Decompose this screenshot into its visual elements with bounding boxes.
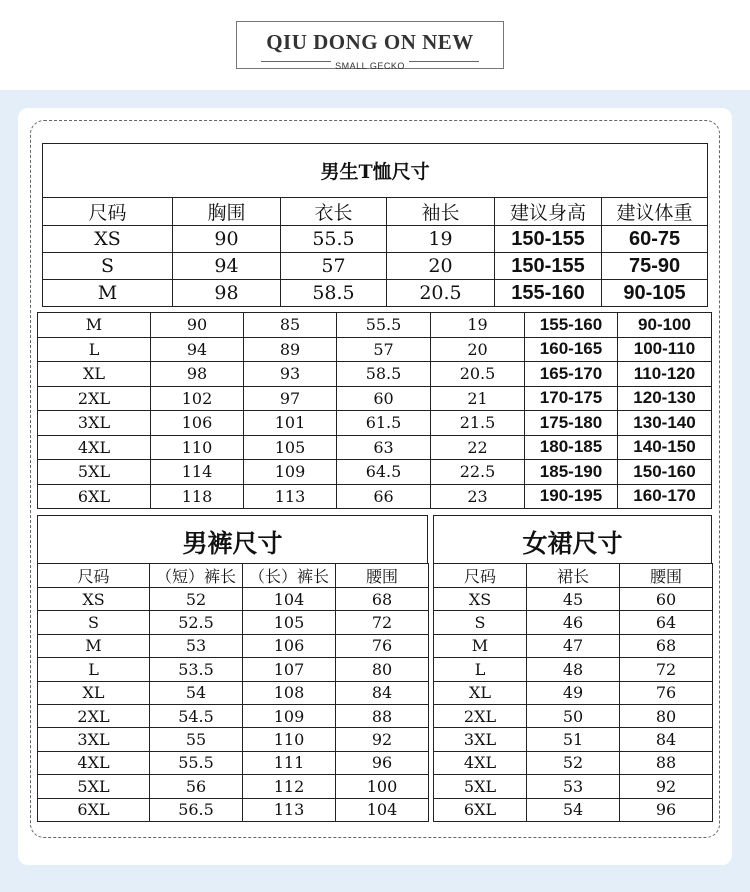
table-cell: 56.5 (150, 798, 243, 821)
table-cell: 155-160 (495, 280, 602, 307)
table-cell: 72 (620, 658, 713, 681)
skirt-title: 女裙尺寸 (522, 529, 623, 558)
table-cell: 49 (527, 681, 620, 704)
table-cell: M (43, 280, 173, 307)
table-cell: 66 (337, 484, 431, 509)
table-cell: 101 (244, 411, 337, 436)
table-cell: 47 (527, 634, 620, 657)
table-cell: 160-165 (525, 337, 618, 362)
table-cell: 51 (527, 728, 620, 751)
table-cell: 76 (336, 634, 429, 657)
tshirt-title: 男生T恤尺寸 (43, 144, 708, 198)
table-cell: 5XL (38, 460, 151, 485)
header-cell: 衣长 (281, 198, 387, 226)
table-cell: 6XL (38, 484, 151, 509)
table-cell: 46 (527, 611, 620, 634)
table-cell: 89 (244, 337, 337, 362)
table-cell: 120-130 (618, 386, 712, 411)
table-row (434, 658, 713, 681)
table-row (434, 798, 713, 821)
table-cell: XL (38, 362, 151, 387)
pants-title: 男裤尺寸 (182, 529, 283, 558)
table-cell: 90 (173, 226, 281, 253)
table-cell: 58.5 (281, 280, 387, 307)
table-row (38, 362, 712, 387)
tshirt-size-table-top (42, 143, 708, 307)
table-row (434, 588, 713, 611)
table-cell: 110 (151, 435, 244, 460)
table-cell: 53 (150, 634, 243, 657)
table-cell: 19 (387, 226, 495, 253)
header-cell: 建议体重 (602, 198, 708, 226)
table-cell: 55 (150, 728, 243, 751)
table-cell: 105 (243, 611, 336, 634)
table-cell: 88 (336, 704, 429, 727)
pants-size-table (37, 563, 429, 822)
table-cell: L (38, 337, 151, 362)
table-cell: 68 (620, 634, 713, 657)
table-cell: 尺码 (38, 564, 150, 588)
table-row (434, 681, 713, 704)
table-cell: 90 (151, 313, 244, 338)
table-cell: 5XL (38, 775, 150, 798)
table-cell: 114 (151, 460, 244, 485)
table-cell: 19 (431, 313, 525, 338)
table-row (38, 634, 429, 657)
table-cell: 21.5 (431, 411, 525, 436)
table-row (38, 611, 429, 634)
table-cell: 93 (244, 362, 337, 387)
table-cell: 3XL (434, 728, 527, 751)
table-cell: （长）裤长 (243, 564, 336, 588)
table-cell: 84 (336, 681, 429, 704)
table-row (43, 226, 708, 253)
header-cell: 尺码 (43, 198, 173, 226)
table-cell: 55.5 (150, 751, 243, 774)
table-cell: 裙长 (527, 564, 620, 588)
table-cell: 111 (243, 751, 336, 774)
brand-title: QIU DONG ON NEW (266, 30, 474, 54)
brand-subtitle-row (237, 54, 503, 71)
table-cell: 84 (620, 728, 713, 751)
table-cell: 104 (336, 798, 429, 821)
header-cell: 胸围 (173, 198, 281, 226)
table-row (38, 751, 429, 774)
table-cell: 22.5 (431, 460, 525, 485)
table-cell: 105 (244, 435, 337, 460)
table-cell: 60 (337, 386, 431, 411)
table-cell: 150-155 (495, 253, 602, 280)
table-cell: 56 (150, 775, 243, 798)
table-cell: 98 (151, 362, 244, 387)
table-cell: 48 (527, 658, 620, 681)
table-cell: 57 (337, 337, 431, 362)
table-cell: 94 (173, 253, 281, 280)
table-row (434, 704, 713, 727)
tshirt-size-table-bottom (37, 312, 712, 509)
table-row (38, 588, 429, 611)
table-cell: 180-185 (525, 435, 618, 460)
table-cell: 腰围 (620, 564, 713, 588)
table-cell: 53.5 (150, 658, 243, 681)
table-cell: 2XL (38, 704, 150, 727)
table-cell: 165-170 (525, 362, 618, 387)
table-cell: 96 (336, 751, 429, 774)
table-cell: 106 (151, 411, 244, 436)
table-cell: L (434, 658, 527, 681)
table-cell: 96 (620, 798, 713, 821)
table-cell: 20.5 (387, 280, 495, 307)
table-cell: 175-180 (525, 411, 618, 436)
table-row (434, 611, 713, 634)
table-cell: 52 (527, 751, 620, 774)
table-cell: 97 (244, 386, 337, 411)
table-row (38, 658, 429, 681)
tshirt-header-row (43, 198, 708, 226)
header-band (0, 0, 750, 90)
table-cell: 20.5 (431, 362, 525, 387)
table-cell: 4XL (434, 751, 527, 774)
table-cell: 104 (243, 588, 336, 611)
table-cell: 92 (620, 775, 713, 798)
table-cell: 75-90 (602, 253, 708, 280)
table-cell: （短）裤长 (150, 564, 243, 588)
table-cell: 118 (151, 484, 244, 509)
table-row (38, 564, 429, 588)
table-cell: 109 (244, 460, 337, 485)
table-cell: 6XL (38, 798, 150, 821)
table-cell: 45 (527, 588, 620, 611)
table-cell: 3XL (38, 411, 151, 436)
table-cell: L (38, 658, 150, 681)
table-cell: 64 (620, 611, 713, 634)
table-cell: 5XL (434, 775, 527, 798)
table-row (434, 564, 713, 588)
table-cell: 98 (173, 280, 281, 307)
table-cell: 55.5 (337, 313, 431, 338)
table-cell: 94 (151, 337, 244, 362)
table-cell: 107 (243, 658, 336, 681)
table-cell: 90-105 (602, 280, 708, 307)
table-cell: 尺码 (434, 564, 527, 588)
table-cell: 53 (527, 775, 620, 798)
table-cell: M (38, 313, 151, 338)
table-row (434, 775, 713, 798)
table-cell: 63 (337, 435, 431, 460)
table-cell: 106 (243, 634, 336, 657)
table-cell: 54 (527, 798, 620, 821)
table-row (38, 411, 712, 436)
table-cell: 130-140 (618, 411, 712, 436)
table-cell: 113 (243, 798, 336, 821)
table-cell: 80 (336, 658, 429, 681)
table-cell: 61.5 (337, 411, 431, 436)
table-row (38, 460, 712, 485)
table-cell: S (38, 611, 150, 634)
table-cell: 170-175 (525, 386, 618, 411)
table-cell: 102 (151, 386, 244, 411)
table-cell: 85 (244, 313, 337, 338)
divider-line-left (261, 61, 331, 62)
table-cell: 2XL (38, 386, 151, 411)
table-cell: 68 (336, 588, 429, 611)
table-cell: 112 (243, 775, 336, 798)
table-cell: 腰围 (336, 564, 429, 588)
table-row (38, 681, 429, 704)
table-cell: 110-120 (618, 362, 712, 387)
table-row (434, 728, 713, 751)
table-cell: XL (38, 681, 150, 704)
table-row (38, 728, 429, 751)
table-cell: 20 (387, 253, 495, 280)
table-cell: 92 (336, 728, 429, 751)
table-cell: XL (434, 681, 527, 704)
table-cell: 150-155 (495, 226, 602, 253)
table-cell: 6XL (434, 798, 527, 821)
table-cell: XS (38, 588, 150, 611)
table-cell: 58.5 (337, 362, 431, 387)
table-row (43, 280, 708, 307)
table-row (38, 337, 712, 362)
table-cell: 54 (150, 681, 243, 704)
table-row (434, 751, 713, 774)
header-cell: 袖长 (387, 198, 495, 226)
table-cell: 109 (243, 704, 336, 727)
divider-line-right (409, 61, 479, 62)
table-cell: S (43, 253, 173, 280)
table-row (43, 253, 708, 280)
table-cell: 185-190 (525, 460, 618, 485)
table-cell: 110 (243, 728, 336, 751)
table-cell: 52 (150, 588, 243, 611)
table-cell: 155-160 (525, 313, 618, 338)
table-cell: 60-75 (602, 226, 708, 253)
table-cell: 113 (244, 484, 337, 509)
table-cell: 52.5 (150, 611, 243, 634)
table-cell: 55.5 (281, 226, 387, 253)
brand-subtitle: SMALL GECKO (335, 61, 405, 71)
table-cell: M (434, 634, 527, 657)
table-cell: 22 (431, 435, 525, 460)
table-cell: 150-160 (618, 460, 712, 485)
table-cell: 80 (620, 704, 713, 727)
table-cell: XS (43, 226, 173, 253)
table-cell: 76 (620, 681, 713, 704)
table-cell: 2XL (434, 704, 527, 727)
table-cell: 57 (281, 253, 387, 280)
table-cell: 20 (431, 337, 525, 362)
table-row (38, 386, 712, 411)
table-cell: 108 (243, 681, 336, 704)
table-row (38, 484, 712, 509)
table-cell: S (434, 611, 527, 634)
table-cell: 50 (527, 704, 620, 727)
table-cell: 140-150 (618, 435, 712, 460)
brand-logo-box (236, 21, 504, 69)
table-row (38, 704, 429, 727)
table-row (38, 435, 712, 460)
table-cell: 4XL (38, 435, 151, 460)
table-cell: 88 (620, 751, 713, 774)
table-cell: 3XL (38, 728, 150, 751)
table-cell: 72 (336, 611, 429, 634)
table-cell: 64.5 (337, 460, 431, 485)
table-row (434, 634, 713, 657)
header-cell: 建议身高 (495, 198, 602, 226)
table-cell: 4XL (38, 751, 150, 774)
table-row (38, 313, 712, 338)
table-row (38, 798, 429, 821)
table-cell: 60 (620, 588, 713, 611)
skirt-size-table (433, 563, 713, 822)
table-cell: XS (434, 588, 527, 611)
table-cell: 100-110 (618, 337, 712, 362)
table-cell: 23 (431, 484, 525, 509)
table-row (38, 775, 429, 798)
table-cell: 90-100 (618, 313, 712, 338)
table-cell: 190-195 (525, 484, 618, 509)
table-cell: 54.5 (150, 704, 243, 727)
table-cell: 160-170 (618, 484, 712, 509)
table-cell: 21 (431, 386, 525, 411)
table-cell: 100 (336, 775, 429, 798)
table-cell: M (38, 634, 150, 657)
